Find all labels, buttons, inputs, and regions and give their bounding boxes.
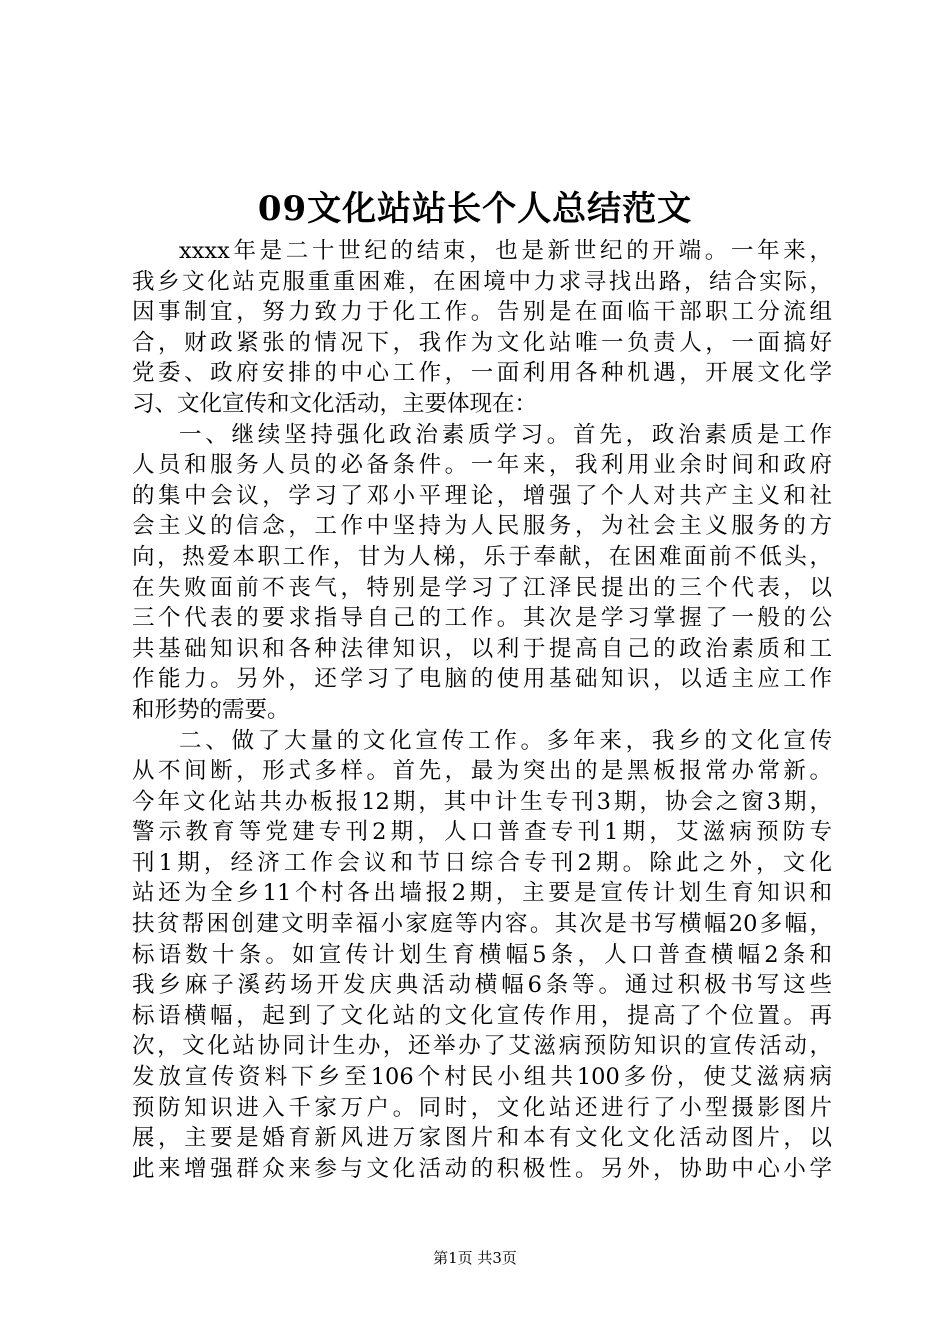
page-footer: 第1页 共3页 xyxy=(433,1249,517,1267)
body-line: 三个代表的要求指导自己的工作。其次是学习掌握了一般的公 xyxy=(132,605,832,632)
body-line: 和形势的需要。 xyxy=(132,696,290,723)
body-line: 标语横幅，起到了文化站的文化宣传作用，提高了个位置。再 xyxy=(132,1002,832,1029)
body-line: 扶贫帮困创建文明幸福小家庭等内容。其次是书写横幅20多幅， xyxy=(132,911,832,938)
body-line: 合，财政紧张的情况下，我作为文化站唯一负责人，一面搞好 xyxy=(132,329,832,356)
body-line: 的集中会议，学习了邓小平理论，增强了个人对共产主义和社 xyxy=(132,482,832,509)
body-line: 党委、政府安排的中心工作，一面利用各种机遇，开展文化学 xyxy=(132,360,832,387)
body-line: 警示教育等党建专刊2期，人口普查专刊1期，艾滋病预防专 xyxy=(132,819,832,846)
body-line: 在失败面前不丧气，特别是学习了江泽民提出的三个代表，以 xyxy=(132,574,832,601)
body-line: 二、做了大量的文化宣传工作。多年来，我乡的文化宣传 xyxy=(179,727,832,754)
body-line: 共基础知识和各种法律知识，以利于提高自己的政治素质和工 xyxy=(132,635,832,662)
document-body xyxy=(132,236,832,1184)
document-title: 09文化站站长个人总结范文 xyxy=(257,189,693,229)
body-line: 标语数十条。如宣传计划生育横幅5条，人口普查横幅2条和 xyxy=(132,941,832,968)
body-line: 从不间断，形式多样。首先，最为突出的是黑板报常办常新。 xyxy=(132,758,832,785)
body-line: 展，主要是婚育新风进万家图片和本有文化文化活动图片，以 xyxy=(132,1125,832,1152)
body-line: 人员和服务人员的必备条件。一年来，我利用业余时间和政府 xyxy=(132,452,832,479)
body-line: 发放宣传资料下乡至106个村民小组共100多份，使艾滋病病 xyxy=(132,1064,832,1091)
body-line: 次，文化站协同计生办，还举办了艾滋病预防知识的宣传活动， xyxy=(132,1033,832,1060)
body-line: 一、继续坚持强化政治素质学习。首先，政治素质是工作 xyxy=(179,421,832,448)
body-line: 此来增强群众来参与文化活动的积极性。另外，协助中心小学 xyxy=(132,1155,832,1182)
body-line: 习、文化宣传和文化活动，主要体现在： xyxy=(132,390,538,417)
body-line: 向，热爱本职工作，甘为人梯，乐于奉献，在困难面前不低头， xyxy=(132,543,832,570)
body-line: xxxx年是二十世纪的结束，也是新世纪的开端。一年来， xyxy=(179,238,832,264)
body-line: 刊1期，经济工作会议和节日综合专刊2期。除此之外，文化 xyxy=(132,849,832,876)
body-line: 我乡文化站克服重重困难，在困境中力求寻找出路，结合实际， xyxy=(132,268,832,295)
body-line: 会主义的信念，工作中坚持为人民服务，为社会主义服务的方 xyxy=(132,513,832,540)
body-line: 今年文化站共办板报12期，其中计生专刊3期，协会之窗3期， xyxy=(132,788,832,815)
body-line: 作能力。另外，还学习了电脑的使用基础知识，以适主应工作 xyxy=(132,666,832,693)
body-line: 站还为全乡11个村各出墙报2期，主要是宣传计划生育知识和 xyxy=(132,880,832,907)
body-line: 因事制宜，努力致力于化工作。告别是在面临干部职工分流组 xyxy=(132,299,832,326)
body-line: 预防知识进入千家万户。同时，文化站还进行了小型摄影图片 xyxy=(132,1094,832,1121)
body-line: 我乡麻子溪药场开发庆典活动横幅6条等。通过积极书写这些 xyxy=(132,972,832,999)
